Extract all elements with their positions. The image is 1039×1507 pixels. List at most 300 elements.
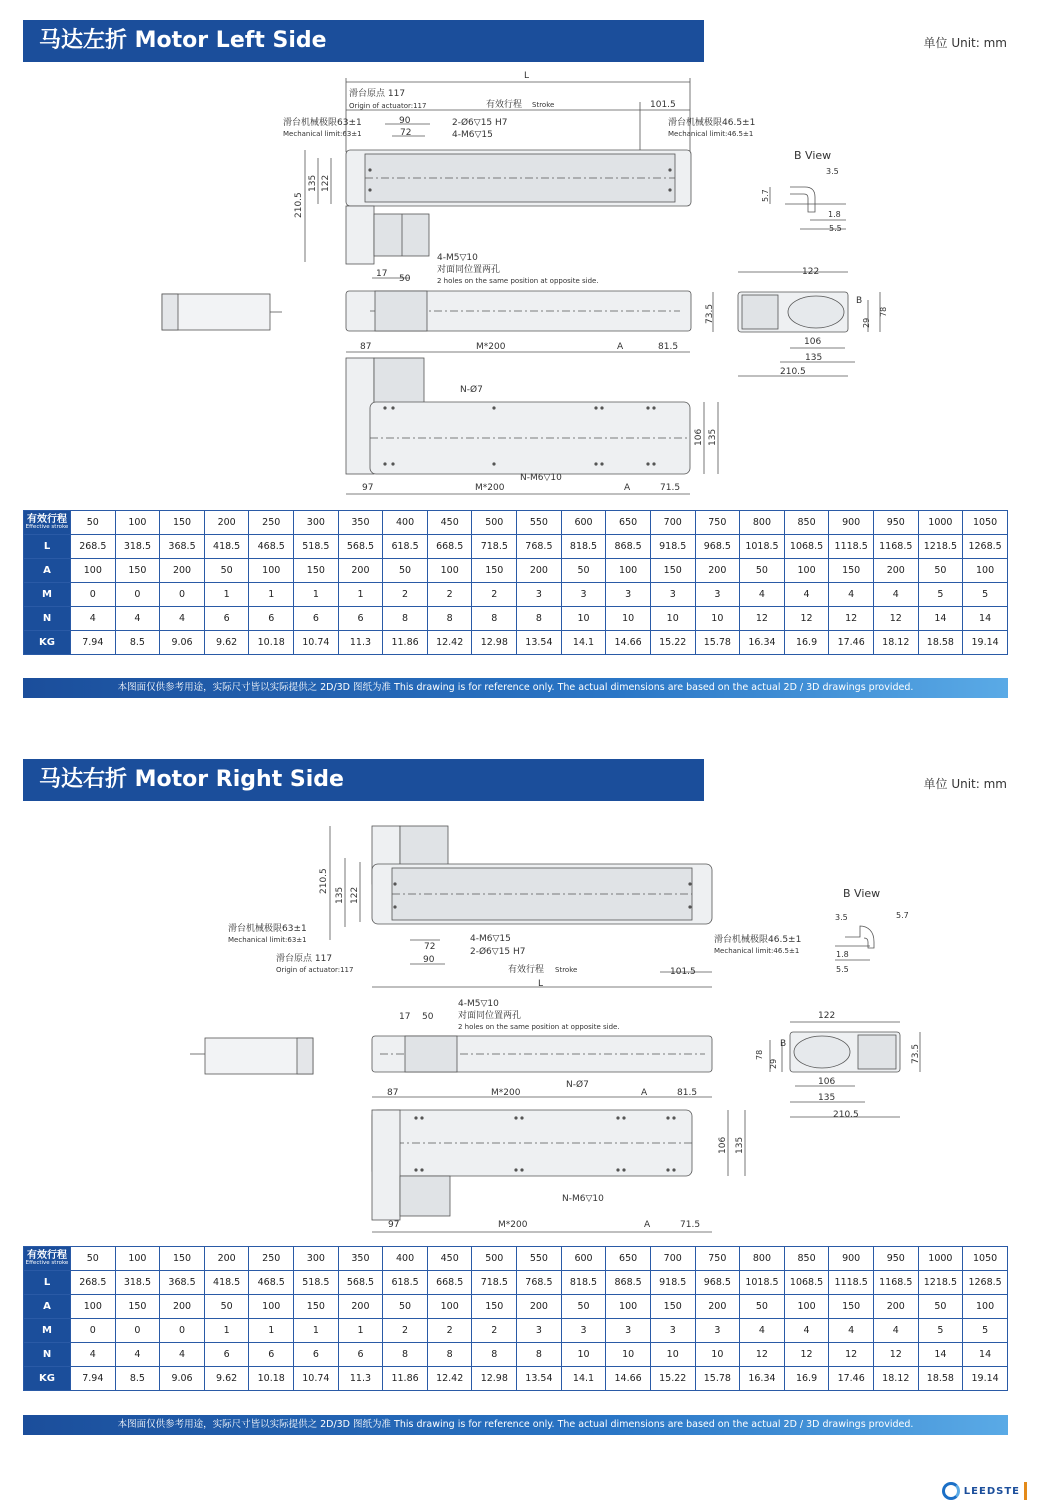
table-cell: 10.18 bbox=[249, 631, 294, 655]
table-cell: 4 bbox=[829, 1319, 874, 1343]
table-cell: 12 bbox=[873, 607, 918, 631]
row-header: M bbox=[24, 1319, 71, 1343]
table-cell: 10.74 bbox=[294, 1367, 339, 1391]
r-dim-A-bot: A bbox=[644, 1220, 651, 1230]
table-cell: 14 bbox=[918, 607, 963, 631]
r-end-29: 29 bbox=[769, 1058, 778, 1069]
table-cell: 2 bbox=[472, 583, 517, 607]
table-cell: 1068.5 bbox=[784, 535, 829, 559]
table-cell: 6 bbox=[294, 1343, 339, 1367]
table-cell: 10 bbox=[650, 1343, 695, 1367]
table-cell: 100 bbox=[71, 559, 116, 583]
table-cell: 13.54 bbox=[517, 1367, 562, 1391]
table-cell: 668.5 bbox=[427, 535, 472, 559]
row-header-stroke-en: Effective stroke bbox=[25, 1260, 69, 1267]
table-cell: 100 bbox=[606, 1295, 651, 1319]
r-dim-90: 90 bbox=[423, 955, 435, 965]
end-735: 73.5 bbox=[705, 303, 715, 324]
r-nm6: N-M6▽10 bbox=[562, 1194, 604, 1204]
n-07: N-Ø7 bbox=[460, 385, 483, 395]
table-cell: 268.5 bbox=[71, 535, 116, 559]
table-cell: 3 bbox=[606, 1319, 651, 1343]
table-cell: 750 bbox=[695, 511, 740, 535]
table-cell: 4 bbox=[71, 1343, 116, 1367]
r-dim-17: 17 bbox=[399, 1012, 411, 1022]
table-cell: 18.12 bbox=[873, 1367, 918, 1391]
end-106: 106 bbox=[804, 337, 822, 347]
table-cell: 1 bbox=[338, 583, 383, 607]
table-cell: 150 bbox=[160, 1247, 205, 1271]
table-cell: 6 bbox=[204, 1343, 249, 1367]
table-cell: 700 bbox=[650, 511, 695, 535]
table-cell: 700 bbox=[650, 1247, 695, 1271]
table-cell: 12.98 bbox=[472, 1367, 517, 1391]
table-row bbox=[24, 1367, 1008, 1391]
table-cell: 8 bbox=[472, 607, 517, 631]
end-B: B bbox=[856, 296, 863, 306]
r-dim-815: 81.5 bbox=[677, 1088, 698, 1098]
table-cell: 200 bbox=[338, 1295, 383, 1319]
table-cell: 15.22 bbox=[650, 1367, 695, 1391]
table-cell: 200 bbox=[695, 559, 740, 583]
table-cell: 12.42 bbox=[427, 1367, 472, 1391]
table-cell: 250 bbox=[249, 511, 294, 535]
table-cell: 918.5 bbox=[650, 1271, 695, 1295]
table-cell: 50 bbox=[561, 1295, 606, 1319]
table-cell: 100 bbox=[249, 559, 294, 583]
table-cell: 12 bbox=[829, 607, 874, 631]
table-cell: 1018.5 bbox=[740, 1271, 785, 1295]
table-cell: 518.5 bbox=[294, 535, 339, 559]
table-cell: 14.66 bbox=[606, 1367, 651, 1391]
table-cell: 150 bbox=[472, 559, 517, 583]
row-header: L bbox=[24, 1271, 71, 1295]
dim-90: 90 bbox=[399, 116, 411, 126]
table-cell: 550 bbox=[517, 1247, 562, 1271]
table-cell: 850 bbox=[784, 511, 829, 535]
dim-m200-top: M*200 bbox=[476, 342, 506, 352]
r-mech46-en: Mechanical limit:46.5±1 bbox=[714, 947, 800, 955]
table-cell: 150 bbox=[294, 559, 339, 583]
table-cell: 6 bbox=[249, 1343, 294, 1367]
table-cell: 900 bbox=[829, 1247, 874, 1271]
section-title-right: 马达右折 Motor Right Side bbox=[23, 759, 704, 801]
spec-table-right bbox=[23, 1246, 1008, 1391]
table-cell: 100 bbox=[115, 1247, 160, 1271]
stroke-cn: 有效行程 bbox=[486, 100, 523, 110]
table-cell: 4 bbox=[115, 607, 160, 631]
table-cell: 4 bbox=[115, 1343, 160, 1367]
table-cell: 900 bbox=[829, 511, 874, 535]
r-dim-L: L bbox=[538, 979, 544, 989]
table-cell: 50 bbox=[740, 1295, 785, 1319]
r-dim-135: 135 bbox=[335, 886, 345, 904]
table-cell: 1168.5 bbox=[873, 1271, 918, 1295]
r-m6-holes: 4-M6▽15 bbox=[470, 934, 511, 944]
table-cell: 850 bbox=[784, 1247, 829, 1271]
table-cell: 100 bbox=[115, 511, 160, 535]
r-m5-holes: 4-M5▽10 bbox=[458, 999, 499, 1009]
table-cell: 3 bbox=[606, 583, 651, 607]
table-cell: 50 bbox=[383, 559, 428, 583]
table-cell: 4 bbox=[740, 1319, 785, 1343]
table-cell: 1068.5 bbox=[784, 1271, 829, 1295]
table-cell: 4 bbox=[784, 1319, 829, 1343]
table-cell: 2 bbox=[383, 1319, 428, 1343]
table-cell: 950 bbox=[873, 1247, 918, 1271]
r-opposite-cn: 对面同位置两孔 bbox=[458, 1011, 522, 1021]
table-cell: 718.5 bbox=[472, 535, 517, 559]
table-cell: 200 bbox=[517, 1295, 562, 1319]
table-cell: 16.34 bbox=[740, 1367, 785, 1391]
r-origin-en: Origin of actuator:117 bbox=[276, 966, 354, 974]
table-cell: 318.5 bbox=[115, 1271, 160, 1295]
footnote-left: 本图面仅供参考用途，实际尺寸皆以实际提供之 2D/3D 图纸为准 This drawing is for reference only. The actual dimensions are based on the actual 2D / 3D drawings provided. bbox=[23, 678, 1008, 698]
table-cell: 100 bbox=[427, 559, 472, 583]
table-cell: 150 bbox=[829, 1295, 874, 1319]
table-cell: 10 bbox=[561, 607, 606, 631]
dim-122: 122 bbox=[321, 174, 331, 192]
mech46-en: Mechanical limit:46.5±1 bbox=[668, 130, 754, 138]
table-cell: 14.1 bbox=[561, 1367, 606, 1391]
table-cell: 1268.5 bbox=[963, 535, 1008, 559]
r-dim-m200-top: M*200 bbox=[491, 1088, 521, 1098]
table-cell: 1 bbox=[294, 583, 339, 607]
table-cell: 368.5 bbox=[160, 535, 205, 559]
dim-72: 72 bbox=[400, 128, 412, 138]
table-cell: 1 bbox=[204, 1319, 249, 1343]
table-cell: 11.3 bbox=[338, 1367, 383, 1391]
table-cell: 3 bbox=[517, 1319, 562, 1343]
table-row bbox=[24, 1295, 1008, 1319]
table-cell: 500 bbox=[472, 511, 517, 535]
table-cell: 1050 bbox=[963, 1247, 1008, 1271]
table-cell: 200 bbox=[695, 1295, 740, 1319]
row-header-stroke-cn: 有效行程 bbox=[27, 1250, 67, 1262]
r-end-106: 106 bbox=[818, 1077, 836, 1087]
table-cell: 868.5 bbox=[606, 535, 651, 559]
table-cell: 1218.5 bbox=[918, 1271, 963, 1295]
end-78: 78 bbox=[879, 306, 888, 317]
r-stroke-cn: 有效行程 bbox=[508, 965, 545, 975]
dim-210: 210.5 bbox=[294, 192, 304, 218]
dim-L: L bbox=[524, 71, 530, 81]
m5-holes: 4-M5▽10 bbox=[437, 253, 478, 263]
table-row-stroke bbox=[24, 1247, 1008, 1271]
r-dim-122: 122 bbox=[350, 886, 360, 904]
table-cell: 0 bbox=[71, 583, 116, 607]
table-cell: 6 bbox=[204, 607, 249, 631]
table-cell: 1168.5 bbox=[873, 535, 918, 559]
table-cell: 368.5 bbox=[160, 1271, 205, 1295]
table-cell: 19.14 bbox=[963, 1367, 1008, 1391]
spec-table-right-body bbox=[24, 1247, 1008, 1391]
table-cell: 6 bbox=[338, 607, 383, 631]
opposite-cn: 对面同位置两孔 bbox=[437, 265, 501, 275]
table-cell: 100 bbox=[963, 559, 1008, 583]
table-cell: 12 bbox=[873, 1343, 918, 1367]
nm6: N-M6▽10 bbox=[520, 473, 562, 483]
table-cell: 1118.5 bbox=[829, 1271, 874, 1295]
mech46-cn: 滑台机械极限46.5±1 bbox=[668, 118, 756, 128]
end-122: 122 bbox=[802, 267, 820, 277]
table-cell: 3 bbox=[561, 1319, 606, 1343]
table-cell: 14.66 bbox=[606, 631, 651, 655]
b-57: 5.7 bbox=[761, 189, 770, 202]
mech63-cn: 滑台机械极限63±1 bbox=[283, 118, 362, 128]
table-cell: 9.06 bbox=[160, 1367, 205, 1391]
r-dim-101: 101.5 bbox=[670, 967, 696, 977]
table-cell: 19.14 bbox=[963, 631, 1008, 655]
brand-logo-accent bbox=[1024, 1482, 1027, 1500]
table-cell: 14.1 bbox=[561, 631, 606, 655]
table-cell: 10 bbox=[695, 1343, 740, 1367]
footnote-right: 本图面仅供参考用途，实际尺寸皆以实际提供之 2D/3D 图纸为准 This drawing is for reference only. The actual dimensions are based on the actual 2D / 3D drawings provided. bbox=[23, 1415, 1008, 1435]
r-dim-715: 71.5 bbox=[680, 1220, 701, 1230]
origin-cn: 滑台原点 117 bbox=[349, 89, 406, 99]
table-cell: 17.46 bbox=[829, 631, 874, 655]
table-cell: 0 bbox=[160, 1319, 205, 1343]
table-cell: 200 bbox=[873, 1295, 918, 1319]
table-cell: 100 bbox=[249, 1295, 294, 1319]
b-view-title: B View bbox=[794, 149, 832, 162]
r-mech63-en: Mechanical limit:63±1 bbox=[228, 936, 307, 944]
table-cell: 200 bbox=[517, 559, 562, 583]
table-cell: 4 bbox=[873, 583, 918, 607]
bot-135: 135 bbox=[708, 428, 718, 446]
table-cell: 50 bbox=[383, 1295, 428, 1319]
r-b-35: 3.5 bbox=[835, 913, 848, 922]
table-cell: 3 bbox=[650, 583, 695, 607]
table-cell: 10 bbox=[606, 1343, 651, 1367]
table-cell: 568.5 bbox=[338, 1271, 383, 1295]
table-cell: 468.5 bbox=[249, 535, 294, 559]
table-cell: 818.5 bbox=[561, 1271, 606, 1295]
row-header: M bbox=[24, 583, 71, 607]
table-cell: 50 bbox=[71, 511, 116, 535]
table-cell: 200 bbox=[873, 559, 918, 583]
table-cell: 400 bbox=[383, 1247, 428, 1271]
table-row bbox=[24, 1319, 1008, 1343]
table-cell: 4 bbox=[784, 583, 829, 607]
table-cell: 10 bbox=[695, 607, 740, 631]
table-cell: 4 bbox=[740, 583, 785, 607]
table-cell: 50 bbox=[204, 1295, 249, 1319]
table-cell: 100 bbox=[71, 1295, 116, 1319]
table-cell: 50 bbox=[918, 1295, 963, 1319]
r-dim-50: 50 bbox=[422, 1012, 434, 1022]
r-end-78: 78 bbox=[755, 1049, 764, 1060]
mech63-en: Mechanical limit:63±1 bbox=[283, 130, 362, 138]
table-cell: 400 bbox=[383, 511, 428, 535]
table-cell: 200 bbox=[204, 1247, 249, 1271]
table-cell: 9.06 bbox=[160, 631, 205, 655]
table-cell: 10 bbox=[561, 1343, 606, 1367]
table-cell: 1050 bbox=[963, 511, 1008, 535]
table-cell: 150 bbox=[650, 1295, 695, 1319]
r-end-2105: 210.5 bbox=[833, 1110, 859, 1120]
b-55: 5.5 bbox=[829, 224, 842, 233]
b-18: 1.8 bbox=[828, 210, 841, 219]
table-cell: 3 bbox=[695, 583, 740, 607]
row-header-stroke bbox=[24, 1247, 71, 1271]
table-cell: 1000 bbox=[918, 1247, 963, 1271]
table-cell: 4 bbox=[160, 1343, 205, 1367]
dim-A-top: A bbox=[617, 342, 624, 352]
origin-en: Origin of actuator:117 bbox=[349, 102, 427, 110]
row-header: N bbox=[24, 1343, 71, 1367]
table-cell: 50 bbox=[204, 559, 249, 583]
table-cell: 1 bbox=[249, 1319, 294, 1343]
table-cell: 268.5 bbox=[71, 1271, 116, 1295]
table-cell: 1000 bbox=[918, 511, 963, 535]
r-end-135: 135 bbox=[818, 1093, 836, 1103]
table-cell: 6 bbox=[249, 607, 294, 631]
r-dim-72: 72 bbox=[424, 942, 436, 952]
table-cell: 200 bbox=[338, 559, 383, 583]
table-cell: 668.5 bbox=[427, 1271, 472, 1295]
table-cell: 6 bbox=[294, 607, 339, 631]
table-cell: 100 bbox=[427, 1295, 472, 1319]
table-cell: 1018.5 bbox=[740, 535, 785, 559]
row-header: N bbox=[24, 607, 71, 631]
table-cell: 11.86 bbox=[383, 631, 428, 655]
table-cell: 968.5 bbox=[695, 535, 740, 559]
table-cell: 10.74 bbox=[294, 631, 339, 655]
table-cell: 518.5 bbox=[294, 1271, 339, 1295]
dim-50: 50 bbox=[399, 274, 411, 284]
r-end-B: B bbox=[780, 1039, 787, 1049]
table-cell: 2 bbox=[383, 583, 428, 607]
table-cell: 18.58 bbox=[918, 631, 963, 655]
table-cell: 1268.5 bbox=[963, 1271, 1008, 1295]
table-cell: 15.78 bbox=[695, 1367, 740, 1391]
table-cell: 350 bbox=[338, 511, 383, 535]
opposite-en: 2 holes on the same position at opposite side. bbox=[437, 277, 599, 285]
table-cell: 868.5 bbox=[606, 1271, 651, 1295]
table-cell: 8.5 bbox=[115, 1367, 160, 1391]
dim-815: 81.5 bbox=[658, 342, 679, 352]
table-row bbox=[24, 535, 1008, 559]
table-cell: 150 bbox=[294, 1295, 339, 1319]
table-cell: 0 bbox=[115, 583, 160, 607]
table-cell: 550 bbox=[517, 511, 562, 535]
r-dim-A-top: A bbox=[641, 1088, 648, 1098]
table-cell: 100 bbox=[606, 559, 651, 583]
r-holes-h7: 2-Ø6▽15 H7 bbox=[470, 947, 526, 957]
dim-m200-bot: M*200 bbox=[475, 483, 505, 493]
table-cell: 150 bbox=[115, 1295, 160, 1319]
table-cell: 15.78 bbox=[695, 631, 740, 655]
row-header-stroke-cn: 有效行程 bbox=[27, 514, 67, 526]
table-cell: 600 bbox=[561, 1247, 606, 1271]
table-cell: 1 bbox=[294, 1319, 339, 1343]
table-cell: 2 bbox=[427, 1319, 472, 1343]
table-cell: 11.3 bbox=[338, 631, 383, 655]
table-cell: 9.62 bbox=[204, 1367, 249, 1391]
table-cell: 14 bbox=[963, 607, 1008, 631]
table-cell: 8 bbox=[517, 607, 562, 631]
table-cell: 15.22 bbox=[650, 631, 695, 655]
table-cell: 350 bbox=[338, 1247, 383, 1271]
table-cell: 50 bbox=[740, 559, 785, 583]
table-cell: 968.5 bbox=[695, 1271, 740, 1295]
table-row bbox=[24, 583, 1008, 607]
table-cell: 800 bbox=[740, 511, 785, 535]
table-cell: 568.5 bbox=[338, 535, 383, 559]
table-cell: 950 bbox=[873, 511, 918, 535]
table-cell: 18.12 bbox=[873, 631, 918, 655]
table-row bbox=[24, 1343, 1008, 1367]
table-cell: 11.86 bbox=[383, 1367, 428, 1391]
brand-logo-icon bbox=[942, 1482, 960, 1500]
table-cell: 3 bbox=[517, 583, 562, 607]
table-cell: 8.5 bbox=[115, 631, 160, 655]
table-cell: 16.9 bbox=[784, 1367, 829, 1391]
table-cell: 16.34 bbox=[740, 631, 785, 655]
section-title-left: 马达左折 Motor Left Side bbox=[23, 20, 704, 62]
end-135: 135 bbox=[805, 353, 823, 363]
table-cell: 50 bbox=[918, 559, 963, 583]
table-cell: 800 bbox=[740, 1247, 785, 1271]
brand-logo bbox=[942, 1480, 1027, 1502]
unit-label-right: 单位 Unit: mm bbox=[923, 777, 1007, 791]
table-cell: 650 bbox=[606, 511, 651, 535]
table-row-stroke bbox=[24, 511, 1008, 535]
row-header: KG bbox=[24, 631, 71, 655]
b-35: 3.5 bbox=[826, 167, 839, 176]
table-cell: 450 bbox=[427, 511, 472, 535]
table-cell: 150 bbox=[115, 559, 160, 583]
table-cell: 50 bbox=[71, 1247, 116, 1271]
table-cell: 768.5 bbox=[517, 1271, 562, 1295]
spec-table-left bbox=[23, 510, 1008, 655]
table-cell: 918.5 bbox=[650, 535, 695, 559]
table-cell: 9.62 bbox=[204, 631, 249, 655]
table-cell: 618.5 bbox=[383, 1271, 428, 1295]
table-cell: 150 bbox=[160, 511, 205, 535]
table-cell: 14 bbox=[918, 1343, 963, 1367]
table-cell: 1118.5 bbox=[829, 535, 874, 559]
table-cell: 4 bbox=[829, 583, 874, 607]
r-dim-87: 87 bbox=[387, 1088, 399, 1098]
table-row bbox=[24, 631, 1008, 655]
table-cell: 2 bbox=[427, 583, 472, 607]
table-cell: 650 bbox=[606, 1247, 651, 1271]
table-cell: 4 bbox=[71, 607, 116, 631]
table-cell: 12 bbox=[829, 1343, 874, 1367]
table-cell: 0 bbox=[71, 1319, 116, 1343]
row-header: L bbox=[24, 535, 71, 559]
table-cell: 718.5 bbox=[472, 1271, 517, 1295]
dim-97: 97 bbox=[362, 483, 374, 493]
table-cell: 12 bbox=[740, 1343, 785, 1367]
table-cell: 100 bbox=[963, 1295, 1008, 1319]
table-cell: 2 bbox=[472, 1319, 517, 1343]
table-cell: 8 bbox=[472, 1343, 517, 1367]
holes-h7: 2-Ø6▽15 H7 bbox=[452, 118, 508, 128]
r-end-122: 122 bbox=[818, 1011, 836, 1021]
drawing-right bbox=[0, 812, 1039, 1242]
table-cell: 12 bbox=[740, 607, 785, 631]
table-cell: 1218.5 bbox=[918, 535, 963, 559]
table-cell: 1 bbox=[249, 583, 294, 607]
table-cell: 8 bbox=[427, 607, 472, 631]
table-cell: 100 bbox=[784, 1295, 829, 1319]
r-dim-m200-bot: M*200 bbox=[498, 1220, 528, 1230]
r-b-57: 5.7 bbox=[896, 911, 909, 920]
row-header: A bbox=[24, 1295, 71, 1319]
